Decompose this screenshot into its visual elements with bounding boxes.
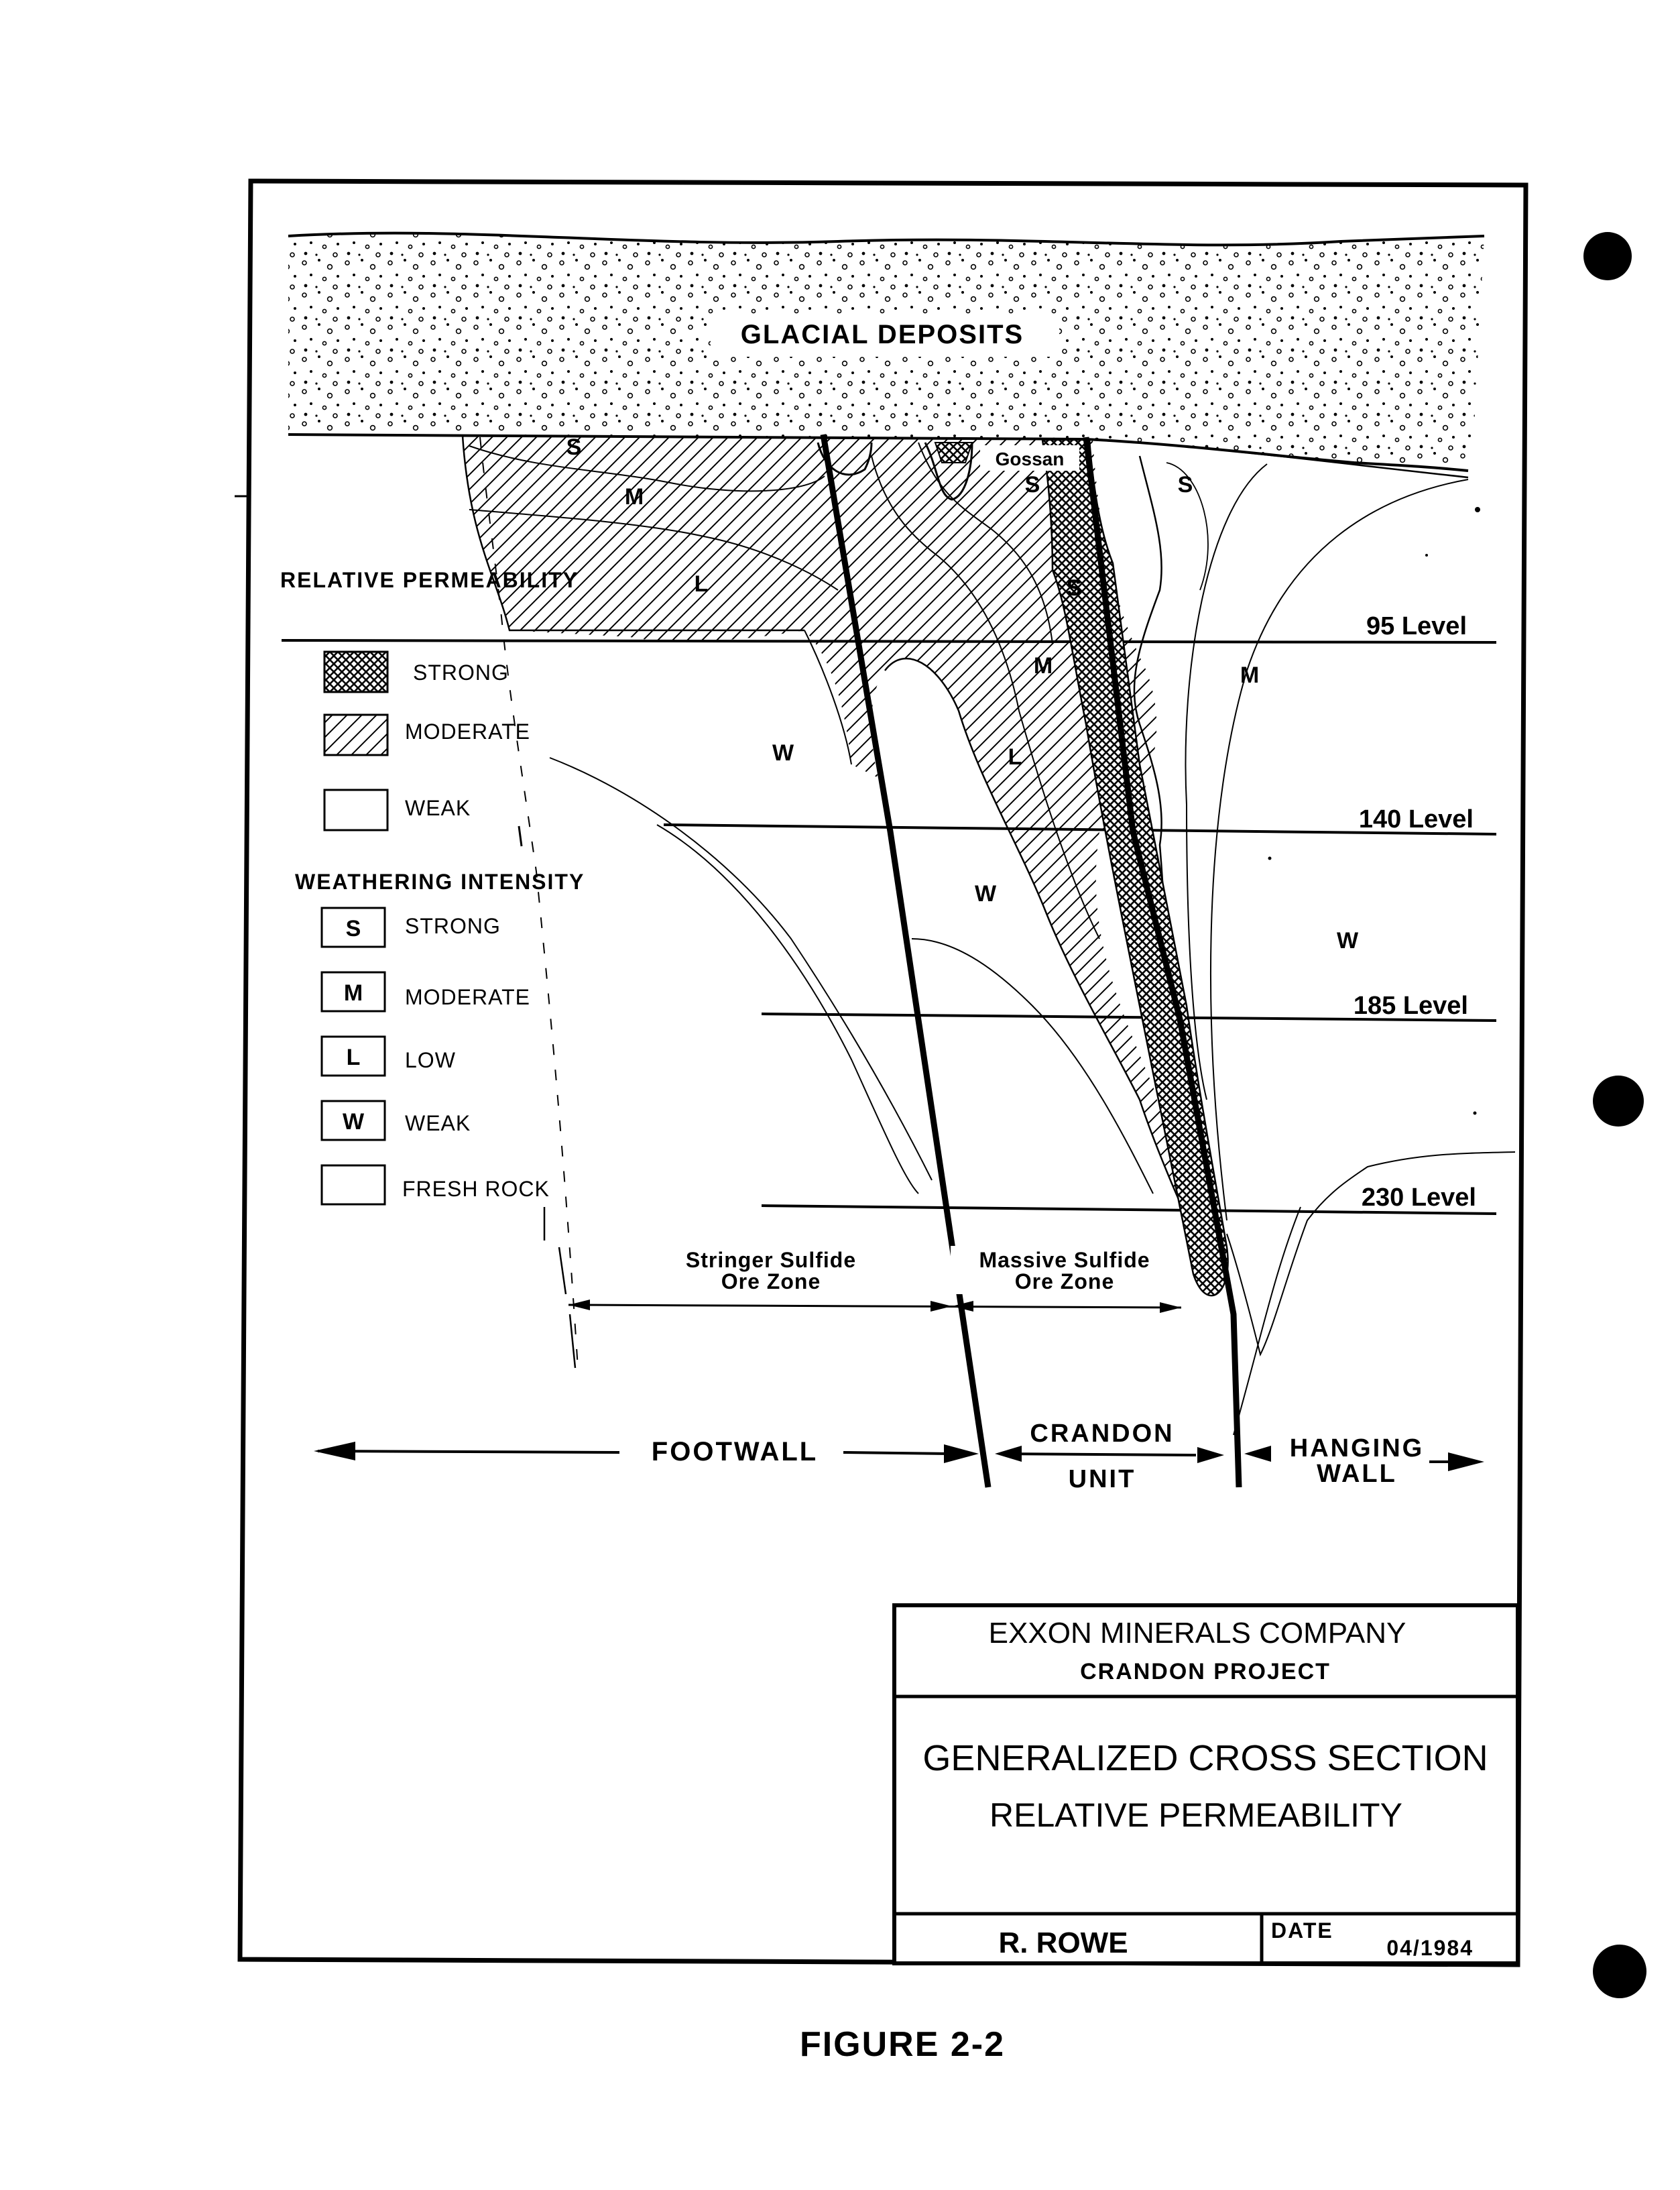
legend-label-w-weak: WEAK bbox=[405, 1111, 471, 1135]
legend-label-weak: WEAK bbox=[405, 796, 471, 820]
legend-swatch-strong bbox=[324, 652, 387, 692]
zone-letter-m: M bbox=[624, 484, 644, 510]
level-line-95 bbox=[282, 640, 1496, 642]
glacial-deposits-label: GLACIAL DEPOSITS bbox=[740, 320, 1024, 349]
level-label-140: 140 Level bbox=[1358, 805, 1474, 833]
zone-letter-l: L bbox=[694, 571, 709, 597]
title-block-project: CRANDON PROJECT bbox=[1080, 1659, 1331, 1684]
binder-hole-middle bbox=[1593, 1076, 1644, 1127]
zone-letter-w: W bbox=[772, 740, 794, 766]
level-label-185: 185 Level bbox=[1353, 992, 1468, 1020]
title-block-title-line2: RELATIVE PERMEABILITY bbox=[989, 1796, 1402, 1834]
title-block-date: 04/1984 bbox=[1386, 1936, 1474, 1960]
zone-letter-w: W bbox=[1336, 928, 1359, 954]
title-block-title-line1: GENERALIZED CROSS SECTION bbox=[922, 1738, 1488, 1778]
legend-code-m: M bbox=[343, 980, 363, 1006]
figure-caption: FIGURE 2-2 bbox=[799, 2025, 1006, 2064]
legend-label-w-low: LOW bbox=[405, 1048, 456, 1072]
hanging-wall-label-line2: WALL bbox=[1317, 1460, 1397, 1488]
footwall-label: FOOTWALL bbox=[651, 1437, 819, 1466]
zone-letter-m: M bbox=[1240, 662, 1260, 688]
massive-zone-label-line1: Massive Sulfide bbox=[979, 1248, 1150, 1272]
stringer-zone-label-line1: Stringer Sulfide bbox=[685, 1248, 857, 1272]
legend-code-l: L bbox=[346, 1045, 361, 1070]
title-block-author: R. ROWE bbox=[998, 1926, 1128, 1959]
crandon-unit-label-line2: UNIT bbox=[1068, 1465, 1136, 1493]
legend-code-w: W bbox=[342, 1109, 365, 1135]
zone-letter-w: W bbox=[974, 881, 997, 907]
legend-code-s: S bbox=[345, 916, 361, 941]
massive-zone-label-line2: Ore Zone bbox=[1014, 1269, 1115, 1293]
permeability-legend-title: RELATIVE PERMEABILITY bbox=[280, 568, 579, 592]
zone-letter-s: S bbox=[1024, 472, 1040, 498]
weathering-legend-title: WEATHERING INTENSITY bbox=[295, 870, 585, 894]
title-block-company: EXXON MINERALS COMPANY bbox=[988, 1617, 1406, 1650]
hanging-wall-label-line1: HANGING bbox=[1289, 1434, 1425, 1462]
zone-letter-s: S bbox=[1066, 575, 1082, 601]
zone-letter-m: M bbox=[1033, 653, 1053, 679]
zone-letter-s: S bbox=[566, 435, 582, 460]
legend-label-moderate: MODERATE bbox=[405, 719, 530, 744]
legend-label-fresh-rock: FRESH ROCK bbox=[402, 1177, 550, 1201]
binder-hole-bottom bbox=[1593, 1945, 1646, 1998]
ore-zone-dimension-line bbox=[568, 1305, 1181, 1308]
legend-label-strong: STRONG bbox=[413, 660, 509, 685]
level-label-230: 230 Level bbox=[1361, 1184, 1476, 1212]
legend-box-fresh-rock bbox=[322, 1165, 385, 1204]
footwall-arrow-line-left bbox=[318, 1451, 619, 1452]
gossan-label: Gossan bbox=[995, 449, 1065, 469]
legend-label-w-strong: STRONG bbox=[405, 914, 501, 938]
stringer-zone-label-line2: Ore Zone bbox=[721, 1269, 821, 1293]
zone-letter-l: L bbox=[1008, 744, 1022, 770]
zone-letter-s: S bbox=[1177, 472, 1193, 498]
crandon-unit-label-line1: CRANDON bbox=[1030, 1420, 1175, 1448]
legend-swatch-weak bbox=[324, 790, 387, 830]
binder-hole-top bbox=[1583, 232, 1632, 280]
level-label-95: 95 Level bbox=[1366, 612, 1467, 640]
legend-swatch-moderate bbox=[324, 715, 387, 755]
legend-label-w-moderate: MODERATE bbox=[405, 985, 530, 1009]
title-block-date-label: DATE bbox=[1271, 1918, 1333, 1943]
